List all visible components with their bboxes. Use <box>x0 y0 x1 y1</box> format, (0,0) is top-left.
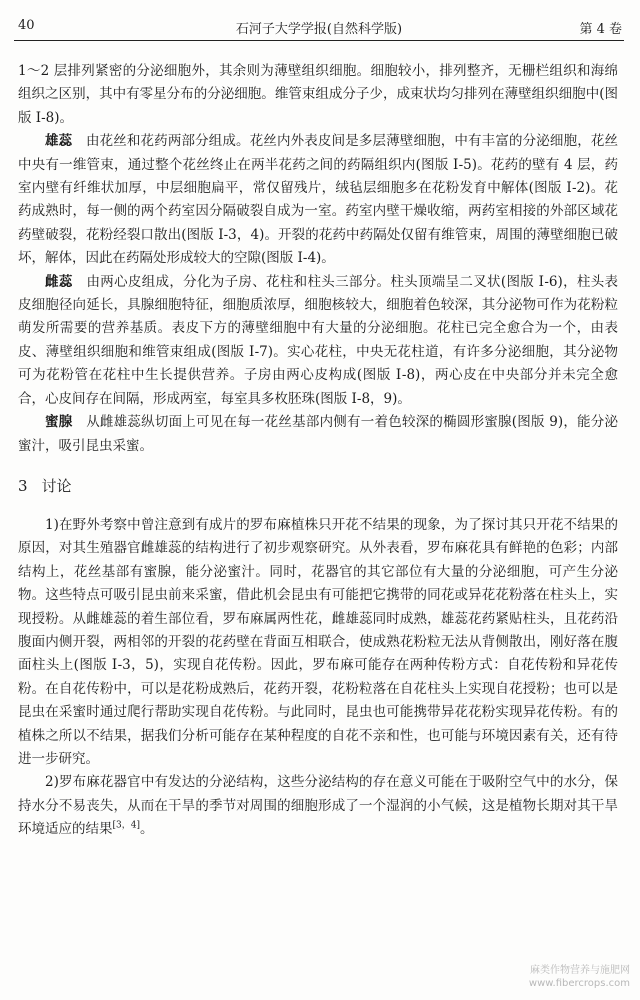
discussion-2-end: 。 <box>139 821 154 838</box>
paragraph-stamen <box>18 130 618 270</box>
pistil-text: 由两心皮组成，分化为子房、花柱和柱头三部分。柱头顶端呈二叉状(图版 Ⅰ-6)，柱头表皮细胞径向延长，具腺细胞特征，细胞质浓厚，细胞核较大，细胞着色较深，其分泌物可作为花粉粒萌发所需要的营养基质。表皮下方的薄壁细胞中有大量的分泌细胞。花柱已完全愈合为一个，由表皮、薄壁组织细胞和维管束组成(图版 Ⅰ-7)。实心花柱，中央无花柱道，有许多分泌细胞，其分泌物可为花粉管在花柱中生长提供营养。子房由两心皮构成(图版 Ⅰ-8)，两心皮在中央部分并未完全愈合，心皮间存在间隔，形成两室，每室具多枚胚珠(图版 Ⅰ-8，9)。 <box>18 273 619 407</box>
paragraph-ovary-wall: 1～2 层排列紧密的分泌细胞外，其余则为薄壁组织细胞。细胞较小，排列整齐，无栅栏组织和海绵组织之区别，其中有零星分布的分泌细胞。维管束组成分子少，成束状均匀排列在薄壁组织细胞中(图版 Ⅰ-8)。 <box>18 63 618 126</box>
discussion-2-text: 2)罗布麻花器官中有发达的分泌结构，这些分泌结构的存在意义可能在于吸附空气中的水分，保持水分不易丧失，从而在干旱的季节对周围的细胞形成了一个湿润的小气候，这是植物长期对其干旱环境适应的结果 <box>18 774 618 838</box>
term-nectary: 蜜腺 <box>45 414 73 431</box>
paragraph-pistil <box>18 271 618 411</box>
discussion-paragraph-1: 1)在野外考察中曾注意到有成片的罗布麻植株只开花不结果的现象，为了探讨其只开花不结果的原因，对其生殖器官雌雄蕊的结构进行了初步观察研究。从外表看，罗布麻花具有鲜艳的色彩；内部结构上，花丝基部有蜜腺，能分泌蜜汁。同时，花器官的其它部位有大量的分泌细胞，可产生分泌物。这些特点可吸引昆虫前来采蜜，借此机会昆虫有可能把它携带的同花或异花花粉落在柱头上，实现授粉。从雌雄蕊的着生部位看，罗布麻属两性花，雌雄蕊同时成熟，雄蕊花药紧贴柱头，且花药沿腹面内侧开裂，两相邻的开裂的花药壁在背面互相联合，使成熟花粉粒无法从背侧散出，刚好落在腹面柱头上(图版 Ⅰ-3，5)，实现自花传粉。因此，罗布麻可能存在两种传粉方式：自花传粉和异花传粉。在自花传粉中，可以是花粉成熟后，花药开裂，花粉粒落在自花柱头上实现自花授粉；也可以是昆虫在采蜜时通过爬行帮助实现自花传粉。与此同时，昆虫也可能携带异花花粉实现异花传粉。有的植株之所以不结果，据我们分析可能存在某种程度的自花不亲和性，也可能与环境因素有关，还有待进一步研究。 <box>18 516 618 767</box>
site-watermark <box>529 964 630 990</box>
section-number: 3 <box>18 476 28 495</box>
nectary-text: 从雌雄蕊纵切面上可见在每一花丝基部内侧有一着色较深的椭圆形蜜腺(图版 9)，能分泌蜜汁，吸引昆虫采蜜。 <box>18 414 619 454</box>
running-header <box>14 14 624 41</box>
paragraph-nectary <box>18 411 618 458</box>
watermark-line-2: www.fibercrops.com <box>528 978 630 989</box>
section-heading <box>18 472 618 500</box>
section-title: 讨论 <box>41 476 72 495</box>
article-body <box>18 60 618 842</box>
discussion-paragraph-2 <box>18 771 618 841</box>
page-number: 40 <box>18 18 35 33</box>
journal-title: 石河子大学学报(自然科学版) <box>235 22 403 37</box>
term-pistil: 雌蕊 <box>45 273 73 290</box>
citation-ref: [3，4] <box>112 820 140 831</box>
term-stamen: 雄蕊 <box>45 133 73 150</box>
volume-label: 第 4 卷 <box>579 22 622 37</box>
watermark-line-1: 麻类作物营养与施肥网 <box>530 965 630 976</box>
stamen-text: 由花丝和花药两部分组成。花丝内外表皮间是多层薄壁细胞，中有丰富的分泌细胞，花丝中央有一维管束，通过整个花丝终止在两半花药之间的药隔组织内(图版 Ⅰ-5)。花药的壁有 4 层，药室内壁有纤维状加厚，中层细胞扁平，常仅留残片，绒毡层细胞多在花粉发育中解体(图版 Ⅰ-2)。花药成熟时，每一侧的两个药室因分隔破裂自成为一室。药室内壁干燥收缩，两药室相接的外部区域花药壁破裂，花粉经裂口散出(图版 Ⅰ-3，4)。开裂的花药中药隔处仅留有维管束，周围的薄壁细胞已破坏，解体，因此在药隔处形成较大的空隙(图版 Ⅰ-4)。 <box>18 133 619 267</box>
